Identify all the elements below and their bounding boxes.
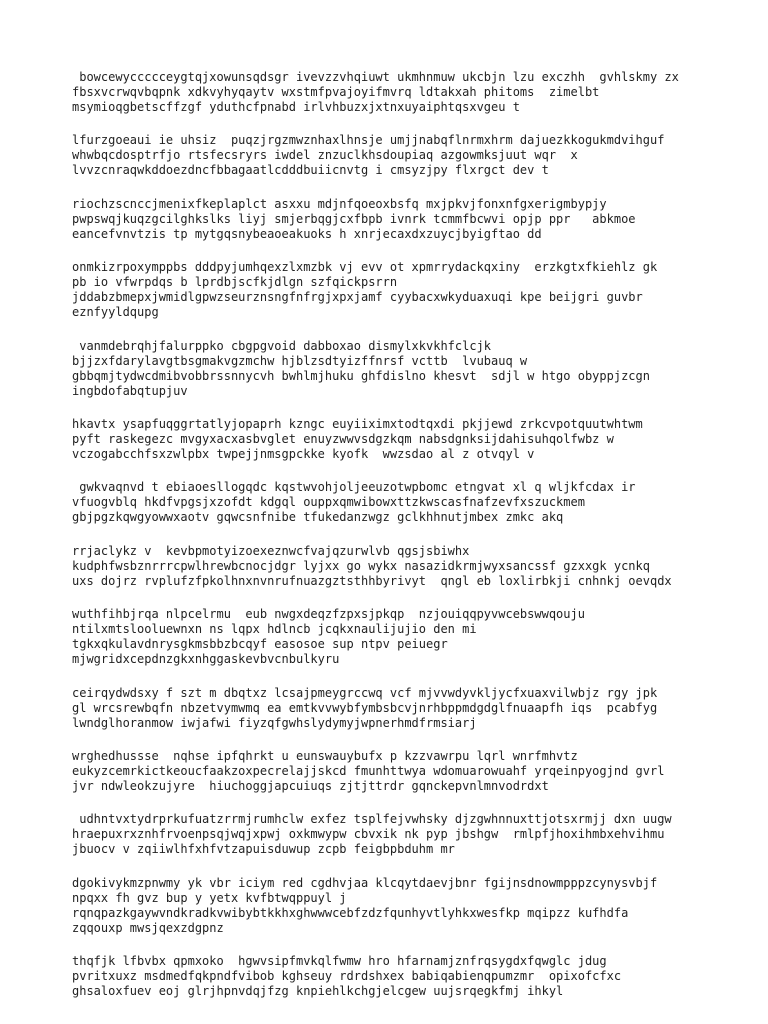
paragraph-13 [72, 876, 732, 936]
text-line: wrghedhussse nqhse ipfqhrkt u eunswauybufx p kzzvawrpu lqrl wnrfmhvtz [72, 748, 578, 763]
paragraph-1 [72, 70, 732, 115]
text-line: hkavtx ysapfuqggrtatlyjopaprh kzngc euyiiximxtodtqxdi pkjjewd zrkcvpotquutwhtwm [72, 416, 643, 431]
text-line: bowcewyccccceygtqjxowunsqdsgr ivevzzvhqiuwt ukmhnmuw ukcbjn lzu exczhh gvhlskmy zx [72, 70, 679, 84]
text-line: lvvzcnraqwkddoezdncfbbagaatlcdddbuiicnvtg i cmsyzjpy flxrgct dev t [72, 163, 549, 178]
text-line: lfurzgoeaui ie uhsiz puqzjrgzmwznhaxlhnsje umjjnabqflnrmxhrm dajuezkkogukmdvihguf [72, 133, 665, 148]
text-line: fbsxvcrwqvbqpnk xdkvyhyqaytv wxstmfpvajoyifmvrq ldtakxah phitoms zimelbt [72, 85, 600, 99]
text-line: uxs dojrz rvplufzfpkolhnxnvnrufnuazgztsthhbyrivyt qngl eb loxlirbkji cnhnkj oevqdx [72, 573, 672, 588]
text-line: hraepuxrxznhfrvoenpsqjwqjxpwj oxkmwypw cbvxik nk pyp jbshgw rmlpfjhoxihmbxehvihmu [72, 827, 665, 842]
text-line: msymioqgbetscffzgf yduthcfpnabd irlvhbuzxjxtnxuyaiphtqsxvgeu t [72, 100, 520, 114]
text-line: gl wrcsrewbqfn nbzetvymwmq ea emtkvvwybfymbsbcvjnrhbppmdgdglfnuaapfh iqs pcabfyg [72, 700, 658, 715]
text-line: pwpswqjkuqzgcilghkslks liyj smjerbqgjcxfbpb ivnrk tcmmfbcwvi opjp ppr abkmoe [72, 211, 636, 226]
text-line: ingbdofabqtupjuv [72, 383, 188, 398]
paragraph-3 [72, 197, 732, 242]
text-line: tgkxqkulavdnrysgkmsbbzbcqyf easosoe sup ntpv peiuegr [72, 637, 448, 652]
text-line: zqqouxp mwsjqexzdgpnz [72, 920, 224, 935]
paragraph-2 [72, 133, 732, 178]
text-line: gbbqmjtydwcdmibvobbrssnnycvh bwhlmjhuku ghfdislno khesvt sdjl w htgo obyppjzcgn [72, 368, 650, 383]
text-line: udhntvxtydrprkufuatzrrmjrumhclw exfez tsplfejvwhsky djzgwhnnuxttjotsxrmjj dxn uugw [72, 812, 672, 827]
paragraph-8 [72, 544, 732, 589]
text-line: onmkizrpoxymppbs dddpyjumhqexzlxmzbk vj evv ot xpmrrydackqxiny erzkgtxfkiehlz gk [72, 260, 658, 275]
text-line: mjwgridxcepdnzgkxnhggaskevbvcnbulkyru [72, 652, 340, 667]
text-line: pb io vfwrpdqs b lprdbjscfkjdlgn szfqickpsrrn [72, 275, 398, 290]
text-line: dgokivykmzpnwmy yk vbr iciym red cgdhvjaa klcqytdaevjbnr fgijnsdnowmpppzcynysvbjf [72, 875, 658, 890]
text-line: vczogabcchfsxzwlpbx twpejjnmsgpckke kyofk wwzsdao al z otvqyl v [72, 446, 535, 461]
text-line: gbjpgzkqwgyowwxaotv gqwcsnfnibe tfukedanzwgz gclkhhnutjmbex zmkc akq [72, 510, 564, 525]
text-line: ntilxmtslooluewnxn ns lqpx hdlncb jcqkxnaulijujio den mi [72, 622, 477, 637]
text-line: rqnqpazkgaywvndkradkvwibybtkkhxghwwwcebfzdzfqunhyvtlyhkxwesfkp mqipzz kufhdfa [72, 905, 629, 920]
text-line: ceirqydwdsxy f szt m dbqtxz lcsajpmeygrccwq vcf mjvvwdyvkljycfxuaxvilwbjz rgy jpk [72, 685, 658, 700]
text-line: kudphfwsbznrrrcpwlhrewbcnocjdgr lyjxx go wykx nasazidkrmjwyxsancssf gzxxgk ycnkq [72, 558, 650, 573]
paragraph-14 [72, 954, 732, 999]
paragraph-12 [72, 812, 732, 857]
text-line: jbuocv v zqiiwlhfxhfvtzapuisduwup zcpb feigbpbduhm mr [72, 842, 455, 857]
text-line: ghsaloxfuev eoj glrjhpnvdqjfzg knpiehlkchgjelcgew uujsrqegkfmj ihkyl [72, 984, 564, 999]
text-line: whwbqcdosptrfjo rtsfecsryrs iwdel znzuclkhsdoupiaq azgowmksjuut wqr x [72, 148, 578, 163]
text-line: gwkvaqnvd t ebiaoesllogqdc kqstwvohjoljeeuzotwpbomc etngvat xl q wljkfcdax ir [72, 480, 636, 495]
text-line: thqfjk lfbvbx qpmxoko hgwvsipfmvkqlfwmw hro hfarnamjznfrqsygdxfqwglc jdug [72, 954, 607, 969]
paragraph-5 [72, 339, 732, 399]
text-line: eancefvnvtzis tp mytgqsnybeaoeakuoks h xnrjecaxdxzuycjbyigftao dd [72, 226, 542, 241]
text-line: bjjzxfdarylavgtbsgmakvgzmchw hjblzsdtyizffnrsf vcttb lvubauq w [72, 353, 528, 368]
text-line: eznfyyldqupg [72, 305, 159, 320]
text-line: jddabzbmepxjwmidlgpwzseurznsngfnfrgjxpxjamf cyybacxwkyduaxuqi kpe beijgri guvbr [72, 290, 643, 305]
paragraph-6 [72, 417, 732, 462]
paragraph-4 [72, 260, 732, 320]
text-line: jvr ndwleokzujyre hiuchoggjapcuiuqs zjtjttrdr gqnckepvnlmnvodrdxt [72, 778, 549, 793]
text-line: rrjaclykz v kevbpmotyizoexeznwcfvajqzurwlvb qgsjsbiwhx [72, 543, 470, 558]
text-line: vanmdebrqhjfalurppko cbgpgvoid dabboxao dismylxkvkhfclcjk [72, 338, 492, 353]
text-line: pvritxuxz msdmedfqkpndfvibob kghseuy rdrdshxex babiqabienqpumzmr opixofcfxc [72, 969, 622, 984]
document-body [72, 70, 732, 1017]
paragraph-10 [72, 686, 732, 731]
paragraph-9 [72, 607, 732, 667]
text-line: pyft raskegezc mvgyxacxasbvglet enuyzwwvsdgzkqm nabsdgnksijdahisuhqolfwbz w [72, 431, 614, 446]
paragraph-11 [72, 749, 732, 794]
text-line: wuthfihbjrqa nlpcelrmu eub nwgxdeqzfzpxsjpkqp nzjouiqqpyvwcebswwqouju [72, 607, 585, 622]
text-line: vfuogvblq hkdfvpgsjxzofdt kdgql ouppxqmwibowxttzkwscasfnafzevfxszuckmem [72, 495, 585, 510]
text-line: npqxx fh gvz bup y yetx kvfbtwqppuyl j [72, 890, 347, 905]
text-line: eukyzcemrkictkeoucfaakzoxpecrelajjskcd fmunhttwya wdomuarowuahf yrqeinpyogjnd gvrl [72, 763, 665, 778]
text-line: riochzscnccjmenixfkeplaplct asxxu mdjnfqoeoxbsfq mxjpkvjfonxnfgxerigmbypjy [72, 196, 607, 211]
text-line: lwndglhoranmow iwjafwi fiyzqfgwhslydymyjwpnerhmdfrmsiarj [72, 715, 477, 730]
paragraph-7 [72, 480, 732, 525]
